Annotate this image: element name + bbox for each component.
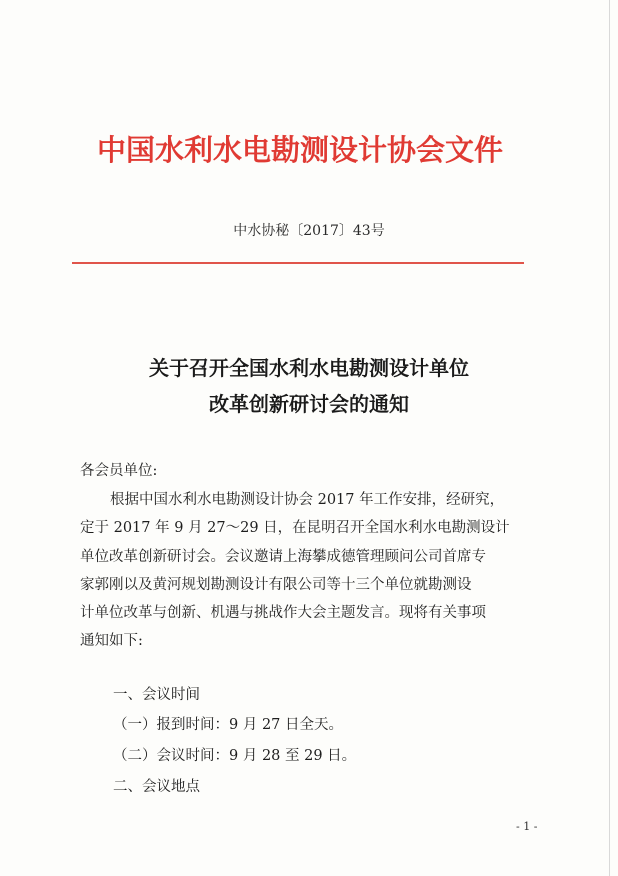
body-line: 根据中国水利水电勘测设计协会 2017 年工作安排，经研究， bbox=[110, 492, 505, 508]
item-registration-time: （一）报到时间：9 月 27 日全天。 bbox=[113, 717, 344, 733]
page-edge-line bbox=[609, 0, 610, 876]
body-line: 通知如下: bbox=[80, 633, 143, 650]
issuer-header-title: 中国水利水电勘测设计协会文件 bbox=[96, 133, 503, 167]
page-number: - 1 - bbox=[516, 820, 538, 833]
notice-title bbox=[0, 350, 618, 422]
body-line: 单位改革创新研讨会。会议邀请上海攀成德管理顾问公司首席专 bbox=[80, 548, 486, 565]
body-line: 计单位改革与创新、机遇与挑战作大会主题发言。现将有关事项 bbox=[80, 605, 486, 622]
document-number: 中水协秘〔2017〕43号 bbox=[233, 223, 385, 239]
body-paragraph bbox=[80, 486, 550, 656]
body-line: 家郭刚以及黄河规划勘测设计有限公司等十三个单位就勘测设 bbox=[80, 576, 472, 593]
item-meeting-time: （二）会议时间：9 月 28 至 29 日。 bbox=[113, 748, 357, 764]
section-heading-meeting-place: 二、会议地点 bbox=[113, 779, 200, 795]
body-line: 定于 2017 年 9 月 27～29 日，在昆明召开全国水利水电勘测设计 bbox=[80, 520, 510, 537]
section-heading-meeting-time: 一、会议时间 bbox=[113, 687, 200, 703]
notice-title-line-1: 关于召开全国水利水电勘测设计单位 bbox=[149, 356, 469, 380]
red-divider-rule bbox=[72, 262, 524, 264]
salutation: 各会员单位: bbox=[80, 463, 158, 479]
notice-title-line-2: 改革创新研讨会的通知 bbox=[209, 392, 409, 416]
